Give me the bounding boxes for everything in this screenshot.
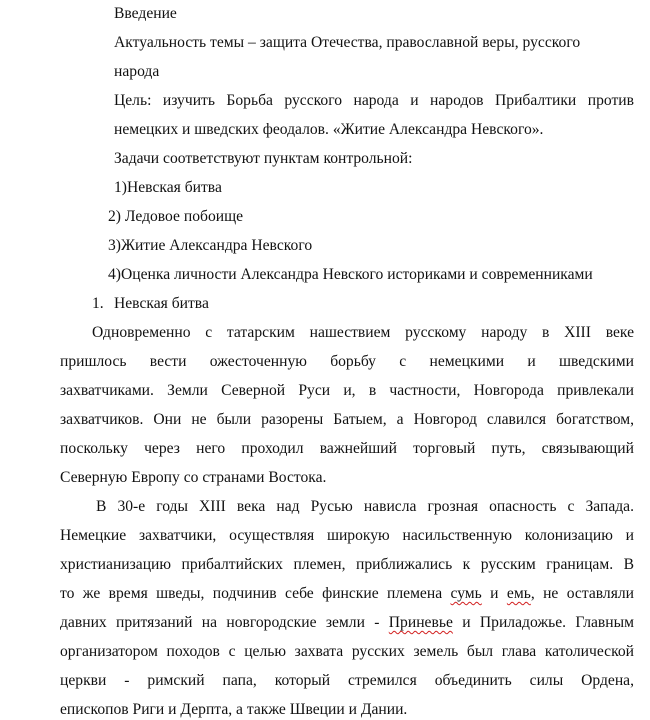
paragraph-2-line: христианизацию прибалтийских племен, приближались к русским границам. В bbox=[60, 556, 634, 573]
paragraph-1-line: пришлось вести ожесточенную борьбу с немецкими и шведскими bbox=[60, 353, 634, 370]
task-item: 4)Оценка личности Александра Невского историками и современниками bbox=[108, 266, 593, 283]
paragraph-2-line: епископов Риги и Дерпта, а также Швеции и Дании. bbox=[60, 701, 408, 718]
section-number: 1. bbox=[92, 295, 104, 312]
intro-heading: Введение bbox=[114, 5, 177, 22]
paragraph-1-line: захватчиками. Земли Северной Руси и, в частности, Новгорода привлекали bbox=[60, 382, 634, 399]
paragraph-1-line: Одновременно с татарским нашествием русскому народу в XIII веке bbox=[92, 324, 634, 341]
paragraph-1-line: захватчиков. Они не были разорены Батыем, а Новгород славился богатством, bbox=[60, 411, 634, 428]
line-text: и Приладожье. Главным bbox=[462, 614, 634, 631]
line-text: , не оставляли bbox=[530, 585, 634, 602]
task-item: 3)Житие Александра Невского bbox=[108, 237, 313, 254]
goal-line-2: немецких и шведских феодалов. «Житие Александра Невского». bbox=[114, 121, 544, 138]
paragraph-2-line bbox=[60, 613, 634, 633]
spellcheck-word[interactable]: сумь bbox=[450, 585, 482, 602]
tasks-line: Задачи соответствуют пунктам контрольной: bbox=[114, 150, 413, 167]
actuality-line-1: Актуальность темы – защита Отечества, православной веры, русского bbox=[114, 34, 581, 51]
task-item: 1)Невская битва bbox=[114, 179, 222, 196]
spellcheck-word[interactable]: емь bbox=[506, 585, 531, 602]
section-title: Невская битва bbox=[114, 295, 209, 312]
task-item: 2) Ледовое побоище bbox=[108, 208, 244, 225]
actuality-line-2: народа bbox=[114, 63, 160, 80]
paragraph-2-line: Немецкие захватчики, осуществляя широкую насильственную колонизацию и bbox=[60, 527, 634, 544]
goal-line-1: Цель: изучить Борьба русского народа и народов Прибалтики против bbox=[114, 92, 634, 109]
paragraph-1-line: поскольку через него проходил важнейший торговый путь, связывающий bbox=[60, 440, 634, 457]
spellcheck-word[interactable]: Приневье bbox=[388, 614, 453, 631]
paragraph-2-line bbox=[60, 584, 634, 604]
line-text: то же время шведы, подчинив себе финские племена bbox=[60, 585, 443, 602]
paragraph-1-line: Северную Европу со странами Востока. bbox=[60, 469, 327, 486]
line-text: давних притязаний на новгородские земли - bbox=[60, 614, 380, 631]
paragraph-2-line: церкви - римский папа, который стремился объединить силы Ордена, bbox=[60, 672, 634, 689]
paragraph-2-line: организатором походов с целью захвата русских земель был глава католической bbox=[60, 643, 634, 660]
paragraph-2-line: В 30-е годы XIII века над Русью нависла грозная опасность с Запада. bbox=[96, 498, 634, 515]
line-text: и bbox=[490, 585, 499, 602]
